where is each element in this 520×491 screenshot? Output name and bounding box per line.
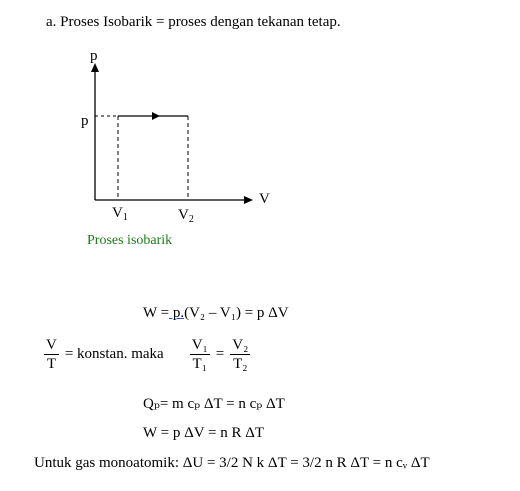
section-heading: a. Proses Isobarik = proses dengan tekanan tetap.: [46, 14, 341, 30]
y-axis-label: p: [90, 48, 98, 64]
process-direction-arrow: [152, 112, 160, 120]
v1-over-t1-fraction: $\frac{\text{V₁}}{\text{T₁}}$: [191, 337, 208, 372]
ratio-equation: $\frac{V}{T}$ = konstan. maka $\frac{\text{V₁}}{\text{T₁}}$ = $\frac{\text{V₂}}{\text{T₂}}$: [46, 337, 249, 372]
work-equation: W = p.(V₂ – V₁) = p ΔV: [143, 305, 289, 321]
v1-label: $V_1$: [112, 205, 128, 223]
v2-over-t2-fraction: $\frac{\text{V₂}}{\text{T₂}}$: [232, 337, 249, 372]
x-axis-label: V: [259, 191, 270, 207]
heat-equation: Qₚ= m cₚ ΔT = n cₚ ΔT: [143, 396, 285, 412]
x-axis-arrow: [244, 196, 253, 204]
pressure-label: p: [81, 113, 89, 129]
monoatomic-equation: Untuk gas monoatomik: ΔU = 3/2 N k ΔT = 3/2 n R ΔT = n cᵥ ΔT: [34, 455, 430, 471]
v2-label: $V_2$: [178, 207, 194, 225]
work-equation-2: W = p ΔV = n R ΔT: [143, 425, 265, 441]
graph-caption: Proses isobarik: [87, 233, 173, 248]
v-over-t-fraction: $\frac{V}{T}$: [46, 337, 57, 372]
